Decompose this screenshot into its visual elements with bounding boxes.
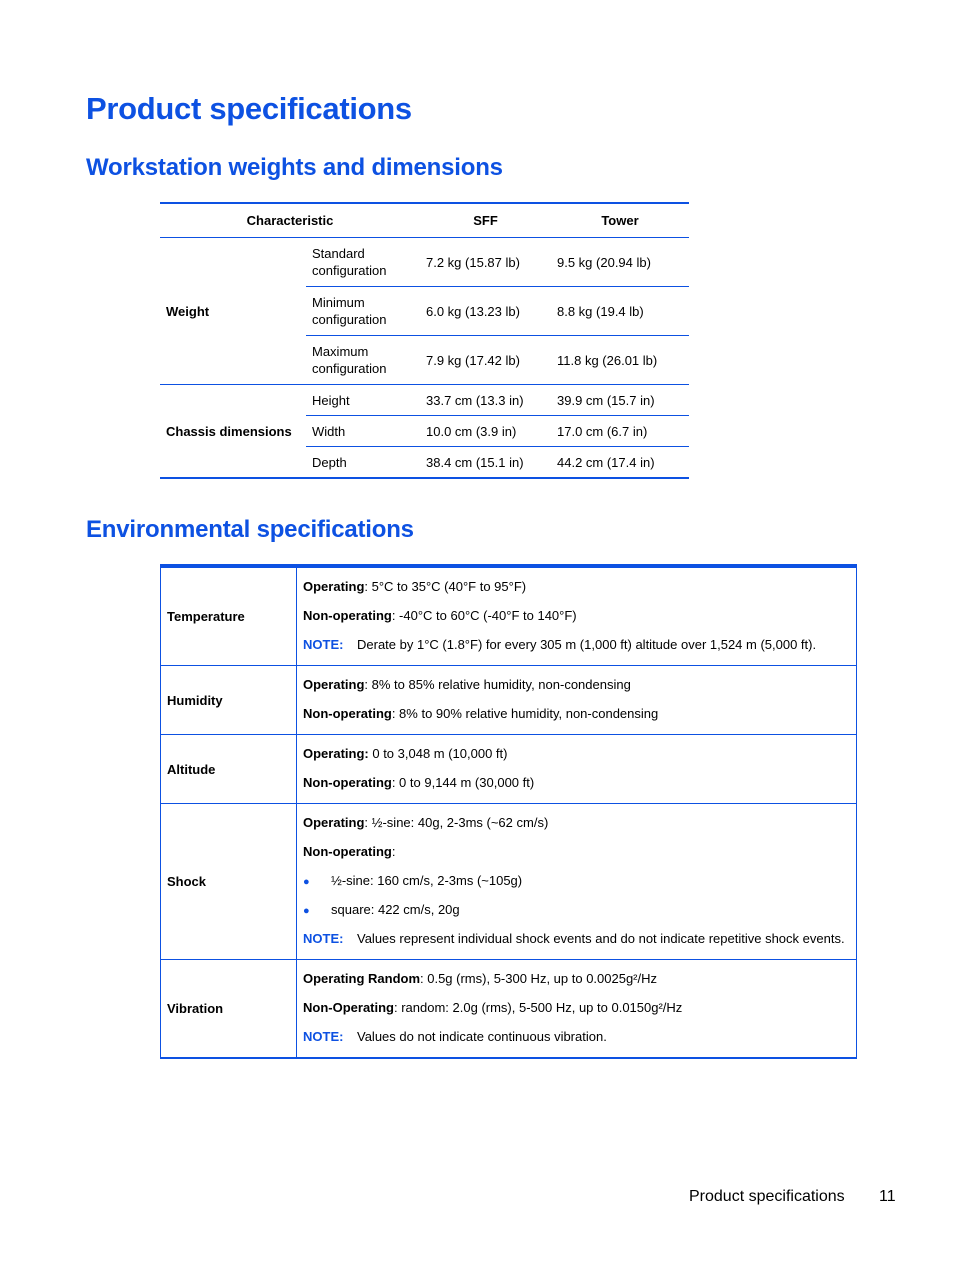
tower-value: 8.8 kg (19.4 lb) [551, 287, 689, 336]
table-row [161, 804, 856, 960]
row-sub: Height [306, 385, 420, 416]
operating-value: : 5°C to 35°C (40°F to 95°F) [364, 579, 527, 594]
nonoperating-value: : 0 to 9,144 m (30,000 ft) [391, 775, 535, 790]
section-heading-environmental: Environmental specifications [86, 516, 414, 543]
row-sub: Width [306, 416, 420, 447]
row-sub: Standard configuration [312, 246, 387, 278]
row-sub: Maximum configuration [306, 336, 420, 385]
sff-value: 33.7 cm (13.3 in) [420, 385, 551, 416]
nonoperating-value: : [391, 844, 396, 859]
table-row [161, 666, 856, 735]
table-row [161, 735, 856, 804]
nonoperating-key: Non-operating [303, 775, 392, 790]
tower-value: 39.9 cm (15.7 in) [551, 385, 689, 416]
note-label: NOTE: [303, 931, 344, 946]
operating-key: Operating Random [303, 971, 421, 986]
page-number: 11 [879, 1188, 896, 1205]
row-label-temperature: Temperature [161, 568, 297, 666]
environmental-table [160, 564, 857, 1059]
col-header-tower: Tower [551, 204, 689, 238]
sff-value: 38.4 cm (15.1 in) [420, 447, 551, 478]
row-label-weight: Weight [166, 303, 210, 319]
sff-value: 6.0 kg (13.23 lb) [420, 287, 551, 336]
note-label: NOTE: [303, 637, 344, 652]
row-label-altitude: Altitude [161, 735, 297, 804]
nonoperating-value: : 8% to 90% relative humidity, non-condensing [391, 706, 659, 721]
operating-key: Operating: [303, 746, 369, 761]
note-text: Values do not indicate continuous vibration. [357, 1029, 607, 1044]
sff-value: 7.9 kg (17.42 lb) [420, 336, 551, 385]
table-row [160, 385, 689, 416]
section-heading-dimensions: Workstation weights and dimensions [86, 154, 503, 181]
row-label-shock: Shock [161, 804, 297, 960]
nonoperating-value: : random: 2.0g (rms), 5-500 Hz, up to 0.0150g²/Hz [394, 1000, 683, 1015]
footer-title: Product specifications [689, 1188, 845, 1205]
operating-value: : ½-sine: 40g, 2-3ms (~62 cm/s) [364, 815, 549, 830]
row-sub: Depth [306, 447, 420, 478]
nonoperating-value: : -40°C to 60°C (-40°F to 140°F) [391, 608, 577, 623]
col-header-characteristic: Characteristic [160, 204, 420, 238]
row-label-humidity: Humidity [161, 666, 297, 735]
nonoperating-key: Non-operating [303, 608, 392, 623]
note-text: Derate by 1°C (1.8°F) for every 305 m (1,000 ft) altitude over 1,524 m (5,000 ft). [357, 637, 817, 652]
row-label-chassis: Chassis dimensions [160, 385, 306, 478]
table-row [161, 960, 856, 1058]
bullet-text: square: 422 cm/s, 20g [331, 902, 460, 917]
operating-value: 0 to 3,048 m (10,000 ft) [368, 746, 508, 761]
note-label: NOTE: [303, 1029, 344, 1044]
nonoperating-key: Non-operating [303, 844, 392, 859]
table-row [160, 238, 689, 287]
tower-value: 17.0 cm (6.7 in) [551, 416, 689, 447]
tower-value: 9.5 kg (20.94 lb) [557, 254, 651, 270]
bullet-icon: ● [303, 905, 310, 917]
operating-value: : 8% to 85% relative humidity, non-condensing [364, 677, 631, 692]
nonoperating-key: Non-Operating [303, 1000, 394, 1015]
bullet-text: ½-sine: 160 cm/s, 2-3ms (~105g) [331, 873, 523, 888]
operating-key: Operating [303, 579, 365, 594]
bullet-icon: ● [303, 876, 310, 888]
sff-value: 10.0 cm (3.9 in) [420, 416, 551, 447]
operating-key: Operating [303, 815, 365, 830]
dimensions-table [160, 202, 689, 479]
row-label-vibration: Vibration [161, 960, 297, 1058]
sff-value: 7.2 kg (15.87 lb) [426, 254, 520, 270]
table-row [161, 568, 856, 666]
row-sub: Minimum configuration [306, 287, 420, 336]
col-header-sff: SFF [420, 204, 551, 238]
operating-value: : 0.5g (rms), 5-300 Hz, up to 0.0025g²/Hz [420, 971, 658, 986]
tower-value: 11.8 kg (26.01 lb) [551, 336, 689, 385]
operating-key: Operating [303, 677, 365, 692]
nonoperating-key: Non-operating [303, 706, 392, 721]
page-title: Product specifications [86, 91, 412, 126]
tower-value: 44.2 cm (17.4 in) [551, 447, 689, 478]
note-text: Values represent individual shock events and do not indicate repetitive shock events. [357, 931, 845, 946]
